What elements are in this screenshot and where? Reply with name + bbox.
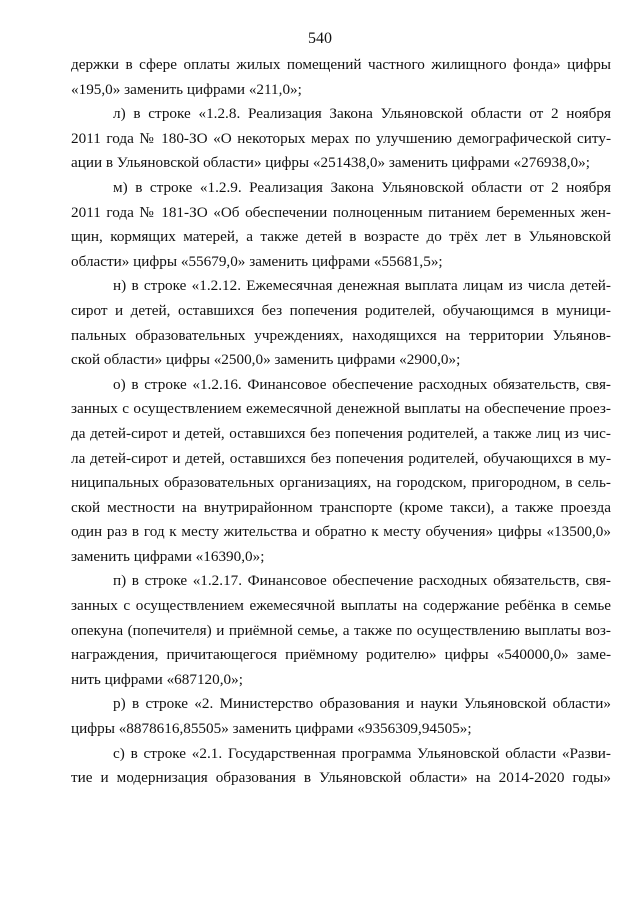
- text-line: держки в сфере оплаты жилых помещений частного жилищного фонда» цифры: [71, 56, 611, 73]
- text-line: с) в строке «2.1. Государственная программа Ульяновской области «Разви-: [113, 744, 611, 762]
- text-line: сирот и детей, оставшихся без попечения родителей, обучающимся в муници-: [71, 301, 611, 319]
- text-line: ской местности на внутрирайонном транспорте (кроме такси), а также проезда: [71, 498, 611, 516]
- text-line: н) в строке «1.2.12. Ежемесячная денежная выплата лицам из числа детей-: [113, 277, 611, 295]
- text-line: занных с осуществлением ежемесячной выплаты на содержание ребёнка в семье: [71, 597, 611, 615]
- text-line: м) в строке «1.2.9. Реализация Закона Ульяновской области от 2 ноября: [113, 178, 611, 196]
- text-line: 2011 года № 180-ЗО «О некоторых мерах по улучшению демографической ситу-: [71, 129, 611, 147]
- text-line: ации в Ульяновской области» цифры «251438,0» заменить цифрами «276938,0»;: [71, 154, 590, 172]
- text-line: пальных образовательных учреждениях, находящихся на территории Ульянов-: [71, 326, 611, 344]
- text-line: ской области» цифры «2500,0» заменить цифрами «2900,0»;: [71, 351, 461, 369]
- text-line: заменить цифрами «16390,0»;: [71, 547, 265, 565]
- text-line: тие и модернизация образования в Ульяновской области» на 2014-2020 годы»: [71, 769, 611, 787]
- text-line: ниципальных образовательных организациях, на городском, пригородном, в сель-: [71, 474, 611, 492]
- text-line: занных с осуществлением ежемесячной денежной выплаты на обеспечение проез-: [71, 400, 611, 418]
- text-line: нить цифрами «687120,0»;: [71, 670, 243, 688]
- document-body: [71, 53, 611, 791]
- text-line: щин, кормящих матерей, а также детей в возрасте до трёх лет в Ульяновской: [71, 228, 611, 246]
- text-line: опекуна (попечителя) и приёмной семье, а также по осуществлению выплаты воз-: [71, 621, 611, 639]
- text-line: 2011 года № 181-ЗО «Об обеспечении полноценным питанием беременных жен-: [71, 203, 611, 221]
- text-line: один раз в год к месту жительства и обратно к месту обучения» цифры «13500,0»: [71, 523, 611, 541]
- text-line: награждения, причитающегося приёмному родителю» цифры «540000,0» заме-: [71, 646, 611, 664]
- text-line: ла детей-сирот и детей, оставшихся без попечения родителей, обучающихся в му-: [71, 449, 611, 467]
- text-line: о) в строке «1.2.16. Финансовое обеспечение расходных обязательств, свя-: [113, 375, 611, 393]
- page-number: 540: [308, 30, 332, 47]
- text-line: р) в строке «2. Министерство образования и науки Ульяновской области»: [113, 695, 611, 713]
- text-line: области» цифры «55679,0» заменить цифрами «55681,5»;: [71, 252, 443, 270]
- text-line: «195,0» заменить цифрами «211,0»;: [71, 80, 302, 98]
- text-line: цифры «8878616,85505» заменить цифрами «9356309,94505»;: [71, 720, 472, 738]
- text-line: л) в строке «1.2.8. Реализация Закона Ульяновской области от 2 ноября: [113, 105, 611, 123]
- text-line: п) в строке «1.2.17. Финансовое обеспечение расходных обязательств, свя-: [113, 572, 611, 590]
- text-line: да детей-сирот и детей, оставшихся без попечения родителей, а также лиц из чис-: [71, 424, 611, 442]
